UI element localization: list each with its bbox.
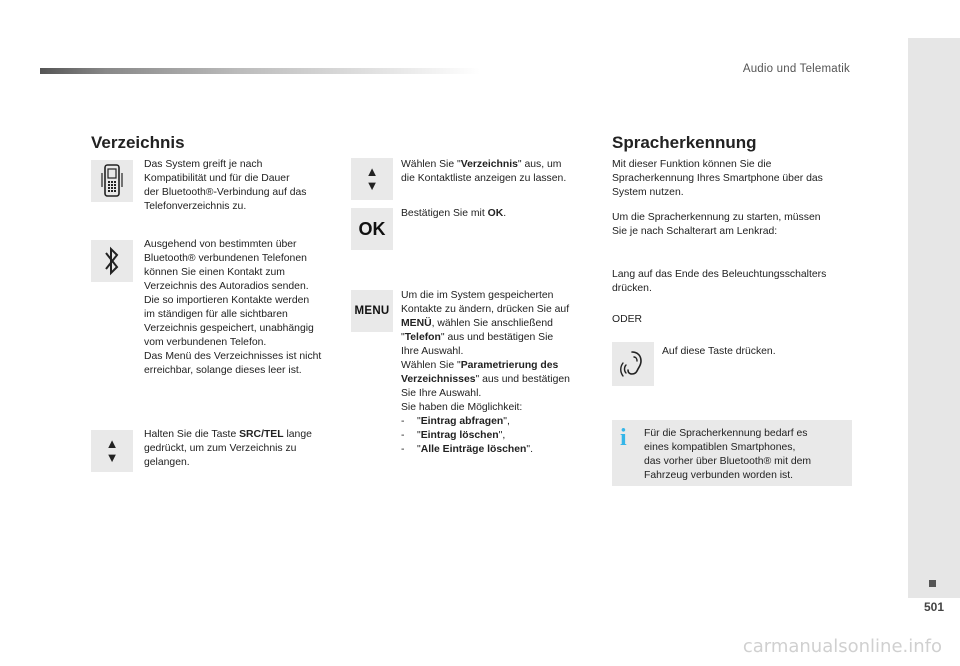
text-line: Das Menü des Verzeichnisses ist nicht (144, 351, 322, 362)
text-span: lange (283, 429, 312, 440)
bold-term: Alle Einträge löschen (420, 444, 527, 455)
text-line: Um die Spracherkennung zu starten, müssen (612, 212, 821, 223)
text-span: ", (503, 416, 510, 427)
bullet-dash: - (401, 444, 405, 455)
src-tel-text (144, 428, 344, 470)
text-line (401, 331, 601, 345)
text-span: Wählen Sie " (401, 159, 461, 170)
text-line: vom verbundenen Telefon. (144, 337, 267, 348)
text-line: Um die im System gespeicherten (401, 290, 554, 301)
menu-button-box (351, 290, 393, 332)
text-span: ". (526, 444, 533, 455)
lighting-switch-text (612, 268, 852, 296)
bold-term: Verzeichnisses (401, 374, 476, 385)
text-line: Ausgehend von bestimmten über (144, 239, 297, 250)
bluetooth-icon-box (91, 240, 133, 282)
text-span: Bestätigen Sie mit (401, 208, 488, 219)
text-line: gedrückt, um zum Verzeichnis zu (144, 443, 297, 454)
text-line: Kompatibilität und für die Dauer (144, 173, 290, 184)
page-number: 501 (923, 600, 945, 614)
text-span: " aus und bestätigen Sie (440, 332, 554, 343)
bullet-dash: - (401, 430, 405, 441)
edit-contacts-text (401, 289, 601, 457)
text-line: Verzeichnis gespeichert, unabhängig (144, 323, 314, 334)
text-span: " (417, 444, 421, 455)
text-span: . (503, 208, 507, 219)
text-span: " (401, 332, 405, 343)
text-line: eines kompatiblen Smartphones, (644, 442, 796, 453)
bold-term: OK (487, 208, 504, 219)
oder-text: ODER (612, 314, 643, 325)
select-directory-text (401, 158, 601, 186)
ok-button-box (351, 208, 393, 250)
bold-term: Eintrag abfragen (420, 416, 504, 427)
text-line: Sie je nach Schalterart am Lenkrad: (612, 226, 778, 237)
text-line: die Kontaktliste anzeigen zu lassen. (401, 173, 567, 184)
option-line (401, 429, 601, 443)
text-line: im ständigen für alle sichtbaren (144, 309, 288, 320)
confirm-ok-text (401, 207, 601, 221)
directory-intro-text (144, 158, 344, 214)
text-line (144, 428, 344, 442)
text-span: , wählen Sie anschließend (431, 318, 553, 329)
page-marker (929, 580, 936, 587)
text-line (401, 207, 601, 221)
bold-term: Verzeichnis (460, 159, 518, 170)
bold-term: Eintrag löschen (420, 430, 499, 441)
text-line: Kontakte zu ändern, drücken Sie auf (401, 304, 570, 315)
voice-command-icon (618, 348, 648, 380)
text-line: das vorher über Bluetooth® mit dem (644, 456, 812, 467)
text-line: Fahrzeug verbunden worden ist. (644, 470, 794, 481)
phone-icon (100, 163, 124, 199)
watermark: carmanualsonline.info (742, 636, 942, 657)
text-line: Sie Ihre Auswahl. (401, 388, 482, 399)
text-line: Ihre Auswahl. (401, 346, 464, 357)
text-line: Für die Spracherkennung bedarf es (644, 428, 808, 439)
text-span: Wählen Sie " (401, 360, 461, 371)
text-line: können Sie einen Kontakt zum (144, 267, 285, 278)
text-line: Das System greift je nach (144, 159, 263, 170)
voice-button-box (612, 342, 654, 386)
arrow-down-icon: ▼ (105, 450, 119, 465)
text-line: Verzeichnis des Autoradios senden. (144, 281, 309, 292)
voice-start-text (612, 211, 852, 239)
phone-icon-box (91, 160, 133, 202)
bold-term: Parametrierung des (460, 360, 559, 371)
option-line (401, 443, 601, 457)
bullet-dash: - (401, 416, 405, 427)
verzeichnis-heading: Verzeichnis (91, 133, 185, 152)
arrow-up-icon: ▲ (105, 436, 119, 451)
bluetooth-import-text (144, 238, 344, 378)
text-span: " aus und bestätigen (475, 374, 570, 385)
text-line (401, 359, 601, 373)
text-span: " aus, um (517, 159, 562, 170)
ok-button-label: OK (358, 218, 386, 239)
text-span: " (417, 416, 421, 427)
up-down-button-box (91, 430, 133, 472)
text-line: drücken. (612, 283, 652, 294)
text-line: der Bluetooth®-Verbindung auf das (144, 187, 307, 198)
press-button-text: Auf diese Taste drücken. (662, 346, 776, 357)
text-line (401, 158, 601, 172)
text-line: Mit dieser Funktion können Sie die (612, 159, 772, 170)
text-line: Lang auf das Ende des Beleuchtungsschalters (612, 269, 827, 280)
text-span: " (417, 430, 421, 441)
page-side-strip (908, 38, 960, 598)
text-line: Sie haben die Möglichkeit: (401, 402, 523, 413)
arrow-up-icon: ▲ (365, 164, 379, 179)
menu-button-label: MENU (354, 305, 390, 317)
option-line (401, 415, 601, 429)
text-line: gelangen. (144, 457, 190, 468)
text-line: Telefonverzeichnis zu. (144, 201, 247, 212)
text-line (401, 317, 601, 331)
arrow-down-icon: ▼ (365, 178, 379, 193)
text-line: Die so importieren Kontakte werden (144, 295, 310, 306)
src-tel-key: SRC/TEL (239, 429, 284, 440)
bold-term: MENÜ (401, 318, 432, 329)
spracherkennung-heading: Spracherkennung (612, 133, 757, 152)
text-span: Halten Sie die Taste (144, 429, 240, 440)
bold-term: Telefon (404, 332, 441, 343)
info-note-text (644, 427, 844, 483)
text-line: Bluetooth® verbundenen Telefonen (144, 253, 307, 264)
info-icon: i (620, 425, 627, 451)
text-line: Spracherkennung Ihres Smartphone über das (612, 173, 823, 184)
voice-intro-text (612, 158, 852, 200)
text-line (401, 373, 601, 387)
text-line: erreichbar, solange dieses leer ist. (144, 365, 302, 376)
header-gradient-bar (40, 68, 480, 74)
text-line: System nutzen. (612, 187, 684, 198)
up-down-button-box (351, 158, 393, 200)
bluetooth-icon (102, 245, 122, 277)
section-title: Audio und Telematik (742, 63, 850, 75)
text-span: ", (498, 430, 506, 441)
